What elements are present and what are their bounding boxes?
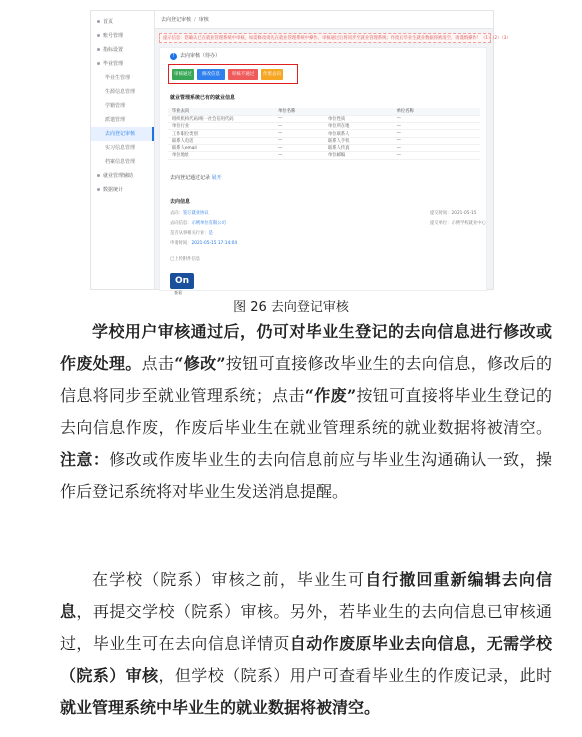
sidebar bbox=[91, 11, 155, 289]
figure-caption: 图 26 去向登记审核 bbox=[233, 300, 349, 315]
record-row bbox=[170, 210, 209, 216]
menu-dot-icon bbox=[97, 20, 100, 23]
sidebar-item-label: 毕业管理 bbox=[103, 61, 124, 67]
table-cell: — bbox=[393, 152, 480, 159]
record-title: 去向信息 bbox=[170, 199, 191, 205]
menu-dot-icon bbox=[97, 174, 100, 177]
panel-title bbox=[170, 52, 220, 60]
system-screenshot bbox=[90, 10, 511, 295]
record-key: 去向： bbox=[170, 211, 183, 216]
bold-text: “修改” bbox=[174, 354, 226, 373]
sidebar-item-label: 毕业生管理 bbox=[105, 75, 131, 81]
audit-panel bbox=[159, 47, 487, 295]
record-row bbox=[430, 210, 476, 216]
history-row bbox=[170, 174, 222, 181]
table-cell: — bbox=[393, 144, 480, 151]
paragraph-2 bbox=[60, 564, 552, 724]
menu-dot-icon bbox=[97, 188, 100, 191]
record-value: 签订就业协议 bbox=[182, 211, 209, 216]
table-cell: — bbox=[274, 137, 324, 144]
menu-dot-icon bbox=[97, 62, 100, 65]
section-title: 就业管理系统已有的就业信息 bbox=[170, 95, 236, 101]
record-key: 提交单位： bbox=[430, 221, 452, 226]
body-text: 在学校（院系）审核之前，毕业生可 bbox=[92, 570, 366, 589]
sidebar-item-label: 就业管理辅助 bbox=[103, 173, 134, 179]
table-cell: — bbox=[393, 130, 480, 137]
record-key: 是否从事相关行业： bbox=[170, 231, 209, 236]
record-key: 去向信息： bbox=[170, 221, 192, 226]
body-text: 按钮可直接将毕业生登记的去向信息作废，作废后毕业生在就业管理系统的就业数据将被清空。 bbox=[60, 386, 552, 437]
table-cell: — bbox=[274, 130, 324, 137]
sidebar-item[interactable] bbox=[91, 85, 154, 99]
attachment-label: 已上传附件信息 bbox=[170, 257, 201, 262]
bold-text: 自动作废原毕业去向信息，无需学校（院系）审核 bbox=[60, 634, 552, 685]
sidebar-item-label: 学籍管理 bbox=[105, 103, 126, 109]
sidebar-item-label: 首页 bbox=[103, 19, 114, 25]
table-row bbox=[168, 144, 480, 151]
table-cell: 联系人手机 bbox=[324, 137, 393, 144]
view-attachment-link[interactable]: 查看 bbox=[174, 290, 182, 295]
table-cell: — bbox=[274, 152, 324, 159]
void-button[interactable]: 作废去向 bbox=[261, 69, 283, 80]
sidebar-item[interactable] bbox=[91, 15, 154, 29]
table-cell: 单位行业 bbox=[168, 123, 274, 130]
sidebar-item[interactable] bbox=[91, 29, 154, 43]
sidebar-item[interactable] bbox=[91, 141, 154, 155]
record-row bbox=[170, 220, 226, 226]
sidebar-item-label: 实习信息管理 bbox=[105, 145, 136, 151]
sidebar-item[interactable] bbox=[91, 127, 154, 141]
table-cell: — bbox=[393, 115, 480, 122]
body-text: 按钮可直接修改毕业生的去向信息，修改后的信息将同步至就业管理系统；点击 bbox=[60, 354, 552, 405]
record-value: 示例学校就业中心 bbox=[451, 221, 486, 226]
body-text: ，但学校（院系）用户可查看毕业生的作废记录，此时 bbox=[158, 666, 552, 685]
paragraph-1 bbox=[60, 316, 552, 508]
modify-button[interactable]: 修改信息 bbox=[197, 69, 225, 80]
table-row bbox=[168, 137, 480, 144]
sidebar-item[interactable] bbox=[91, 99, 154, 113]
record-value: 示例单位有限公司 bbox=[191, 221, 226, 226]
table-row bbox=[168, 123, 480, 130]
table-row bbox=[168, 152, 480, 159]
table-cell: — bbox=[274, 115, 324, 122]
table-cell: 单位名称 bbox=[274, 108, 324, 115]
record-key: 提交时间： bbox=[430, 211, 452, 216]
warning-banner: 提示信息：您确认已在就业管理系统中审核，如需修改请先在就业管理系统中操作。审核通过后将同步至就业管理系统；作废后毕业生就业数据将被清空，请谨慎操作！（1）（2）（3） bbox=[159, 33, 491, 43]
table-cell: — bbox=[393, 137, 480, 144]
body-text: 点击 bbox=[141, 354, 175, 373]
table-cell: 联系人传真 bbox=[324, 144, 393, 151]
table-cell: 单位邮编 bbox=[324, 152, 393, 159]
table-cell: 单位名称 bbox=[393, 108, 480, 115]
table-cell: — bbox=[274, 144, 324, 151]
table-row bbox=[168, 130, 480, 137]
sidebar-item[interactable] bbox=[91, 183, 154, 197]
bold-text: 学校用户审核通过后，仍可对毕业生登记的去向信息进行修改或作废处理。 bbox=[60, 322, 552, 373]
table-cell: — bbox=[393, 123, 480, 130]
sidebar-item-label: 去向登记审核 bbox=[105, 131, 136, 137]
body-text: 修改或作废毕业生的去向信息前应与毕业生沟通确认一致，操作后登记系统将对毕业生发送消息提醒。 bbox=[60, 450, 552, 501]
breadcrumb-item[interactable]: 去向登记审核 bbox=[161, 17, 192, 23]
table-cell: 毕业去向 bbox=[168, 108, 274, 115]
expand-link[interactable]: 展开 bbox=[211, 175, 222, 181]
action-button-group bbox=[168, 64, 298, 84]
panel-title-text: 去向审核（待办） bbox=[180, 53, 221, 59]
office-file-icon[interactable]: On bbox=[170, 273, 194, 289]
bold-text: 就业管理系统中毕业生的就业数据将被清空。 bbox=[60, 698, 381, 717]
sidebar-item-label: 档案信息管理 bbox=[105, 159, 136, 165]
table-cell: — bbox=[274, 123, 324, 130]
sidebar-item[interactable] bbox=[91, 71, 154, 85]
record-row bbox=[170, 230, 213, 236]
bold-text: 注意： bbox=[60, 450, 110, 469]
sidebar-item[interactable] bbox=[91, 43, 154, 57]
record-value: 2021-05-15 bbox=[451, 211, 477, 216]
table-cell bbox=[324, 108, 393, 115]
record-value: 是 bbox=[208, 231, 213, 236]
sidebar-item[interactable] bbox=[91, 155, 154, 169]
table-cell: 组织机构代码/统一社会信用代码 bbox=[168, 115, 274, 122]
sidebar-item-label: 账号管理 bbox=[103, 33, 124, 39]
approve-button[interactable]: 审核通过 bbox=[172, 69, 194, 80]
table-cell: 单位性质 bbox=[324, 115, 393, 122]
sidebar-item-label: 数据统计 bbox=[103, 187, 124, 193]
reject-button[interactable]: 审核不通过 bbox=[228, 69, 258, 80]
bold-text: 自行撤回重新编辑去向信息 bbox=[60, 570, 552, 621]
breadcrumb: 去向登记审核 / 审核 bbox=[155, 11, 493, 29]
table-cell: 单位联系人 bbox=[324, 130, 393, 137]
breadcrumb-item: 审核 bbox=[198, 17, 209, 23]
sidebar-item-label: 生源信息管理 bbox=[105, 89, 136, 95]
table-row bbox=[168, 115, 480, 122]
body-text: ，再提交学校（院系）审核。另外，若毕业生的去向信息已审核通过，毕业生可在去向信息详情页 bbox=[60, 602, 552, 653]
bold-text: “作废” bbox=[304, 386, 357, 405]
table-cell: 联系人email bbox=[168, 144, 274, 151]
sidebar-item-label: 指标设置 bbox=[103, 47, 124, 53]
table-cell: 联系人电话 bbox=[168, 137, 274, 144]
table-cell: 工作职位类别 bbox=[168, 130, 274, 137]
history-label: 去向登记通过记录 bbox=[170, 175, 211, 181]
table-cell: 单位地址 bbox=[168, 152, 274, 159]
record-value: 2021-05-15 17:14:04 bbox=[191, 241, 238, 246]
table-cell: 单位所在地 bbox=[324, 123, 393, 130]
info-icon: ! bbox=[170, 53, 177, 60]
sidebar-item[interactable] bbox=[91, 113, 154, 127]
table-row bbox=[168, 108, 480, 115]
record-row bbox=[430, 220, 486, 226]
sidebar-item[interactable] bbox=[91, 57, 154, 71]
sidebar-item-label: 派遣管理 bbox=[105, 117, 126, 123]
record-key: 申请时间： bbox=[170, 241, 192, 246]
employment-info-table bbox=[168, 108, 480, 160]
sidebar-item[interactable] bbox=[91, 169, 154, 183]
menu-dot-icon bbox=[97, 48, 100, 51]
menu-dot-icon bbox=[97, 34, 100, 37]
record-row bbox=[170, 240, 237, 246]
